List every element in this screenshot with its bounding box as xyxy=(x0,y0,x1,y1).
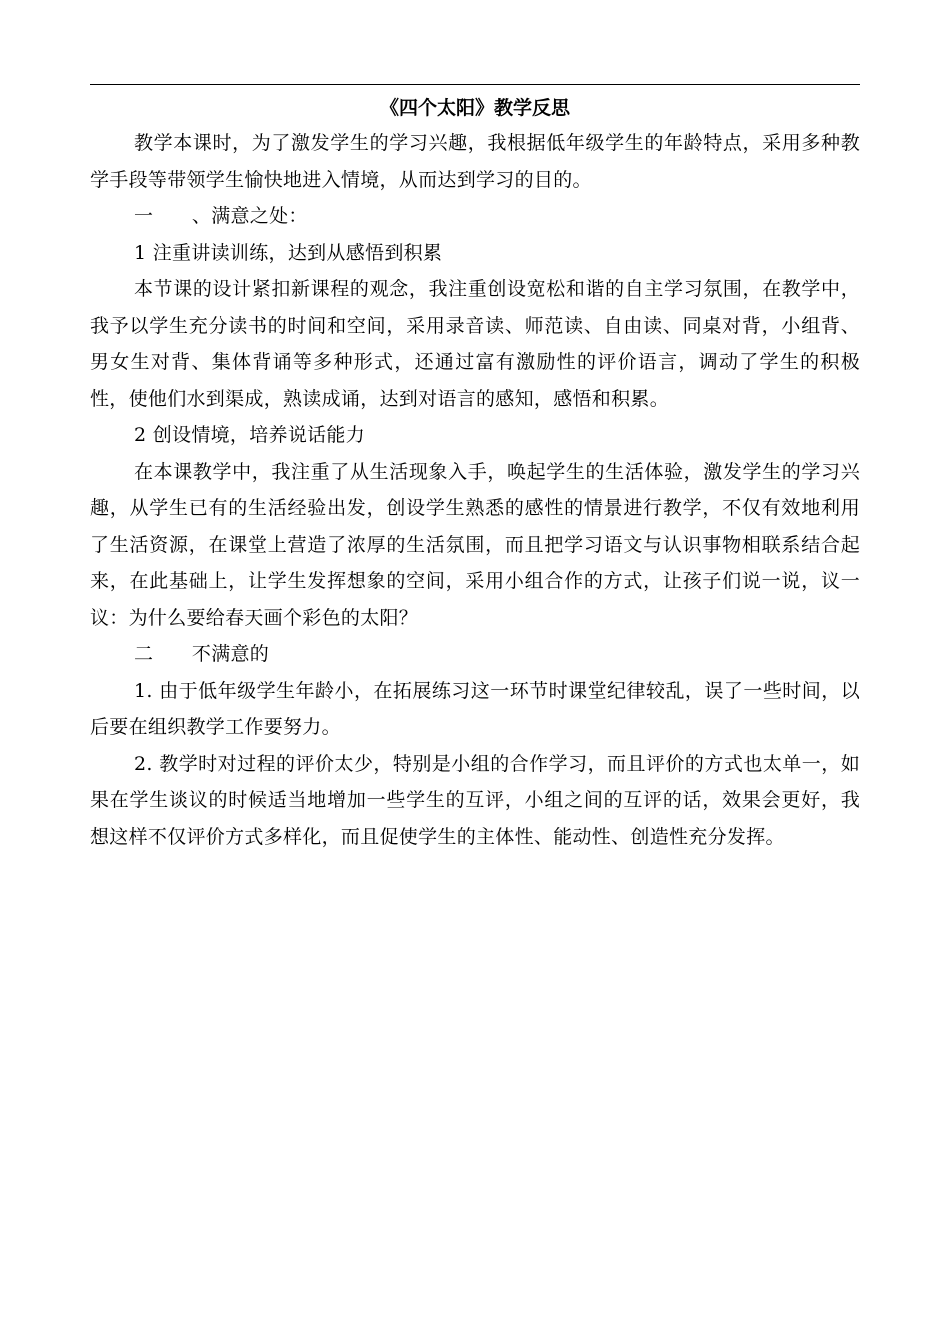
subheading-create-situation: 2 创设情境，培养说话能力 xyxy=(134,424,366,446)
document-title: 《四个太阳》教学反思 xyxy=(379,97,570,119)
section-heading-satisfied: 一 、满意之处： xyxy=(134,205,308,227)
paragraph-reading-training: 本节课的设计紧扣新课程的观念，我注重创设宽松和谐的自主学习氛围，在教学中，我予以学生充分读书的时间和空间，采用录音读、师范读、自由读、同桌对背，小组背、男女生对背、集体背诵等多种形式，还通过富有激励性的评价语言，调动了学生的积极性，使他们水到渠成，熟读成诵，达到对语言的感知，感悟和积累。 xyxy=(90,278,860,410)
document-page xyxy=(90,84,860,855)
subheading-reading-training: 1 注重讲读训练，达到从感悟到积累 xyxy=(134,241,443,264)
intro-paragraph: 教学本课时，为了激发学生的学习兴趣，我根据低年级学生的年龄特点，采用多种教学手段等带领学生愉快地进入情境，从而达到学习的目的。 xyxy=(90,132,860,191)
paragraph-create-situation: 在本课教学中，我注重了从生活现象入手，唤起学生的生活体验，激发学生的学习兴趣，从学生已有的生活经验出发，创设学生熟悉的感性的情景进行教学，不仅有效地利用了生活资源，在课堂上营造了浓厚的生活氛围，而且把学习语文与认识事物相联系结合起来，在此基础上，让学生发挥想象的空间，采用小组合作的方式，让孩子们说一说，议一议：为什么要给春天画个彩色的太阳？ xyxy=(90,460,860,629)
paragraph-unsatisfied-1: 1. 由于低年级学生年龄小，在拓展练习这一环节时课堂纪律较乱，误了一些时间，以后要在组织教学工作要努力。 xyxy=(90,679,860,738)
section-heading-unsatisfied: 二 不满意的 xyxy=(134,643,270,665)
header-rule xyxy=(90,84,860,85)
paragraph-unsatisfied-2: 2. 教学时对过程的评价太少，特别是小组的合作学习，而且评价的方式也太单一，如果在学生谈议的时候适当地增加一些学生的互评，小组之间的互评的话，效果会更好，我想这样不仅评价方式多样化，而且促使学生的主体性、能动性、创造性充分发挥。 xyxy=(90,752,860,848)
